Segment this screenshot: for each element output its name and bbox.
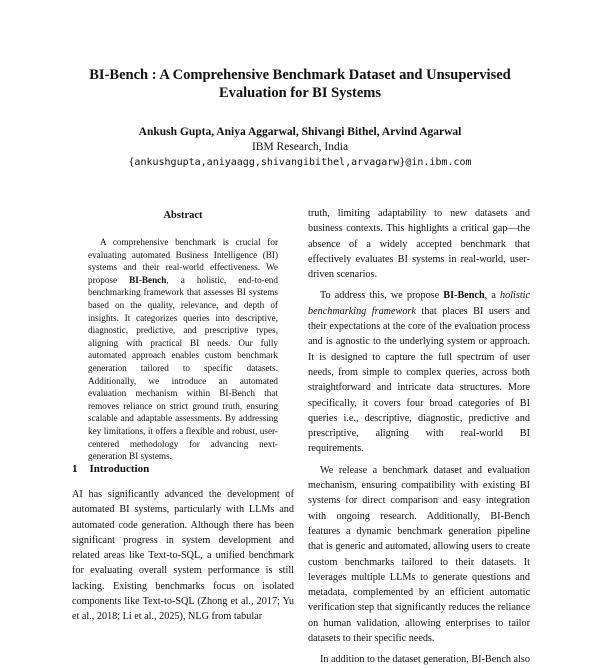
paragraph-4: In addition to the dataset generation, BI-Bench also <box>320 654 530 666</box>
abstract-bold-term: BI-Bench <box>129 274 167 285</box>
abstract-body <box>88 236 278 463</box>
author-list: Ankush Gupta, Aniya Aggarwal, Shivangi Bithel, Arvind Agarwal <box>138 126 462 138</box>
introduction-paragraph: AI has significantly advanced the development of automated BI systems, particularly with LLMs and automated code generation. Although there has been significant progress in system development and related areas like Text-to-SQL, a unified benchmark for evaluating overall system performance is still lacking. Existing benchmarks focus on isolated components like Text-to-SQL (Zhong et al., 2017; Yu et al., 2018; Li et al., 2025), NLG from tabular <box>72 489 294 623</box>
section-heading-introduction <box>72 463 292 475</box>
paragraph-3: We release a benchmark dataset and evaluation mechanism, ensuring compatibility with existing BI systems for direct comparison and easy integration with ongoing research. Additionally, BI-Bench features a dynamic benchmark generation pipeline that is generic and automated, allowing users to create custom benchmarks tailored to their datasets. It leverages multiple LLMs to generate questions and metadata, complemented by an efficient automatic verification step that significantly reduces the reliance on human validation, allowing enterprises to tailor datasets to their specific needs. <box>308 464 530 645</box>
abstract-text-end: , a holistic, end-to-end benchmarking framework that assesses BI systems based on the quality, relevance, and depth of insights. It categorizes queries into descriptive, diagnostic, predictive, and prescriptive types, aligning with practical BI needs. Our fully automated approach enables custom benchmark generation tailored to specific datasets. Additionally, we introduce an automated evaluation mechanism within BI-Bench that removes reliance on strict ground truth, ensuring scalable and adaptable assessments. By addressing key limitations, it offers a flexible and robust, user-centered methodology for advancing next-generation BI systems. <box>88 274 278 462</box>
p2-bold-term: BI-Bench <box>443 290 485 302</box>
author-emails: {ankushgupta,aniyaagg,shivangibithel,arvagarw}@in.ibm.com <box>128 157 472 168</box>
abstract-text-start: A comprehensive benchmark is crucial for evaluating automated Business Intelligence (BI) systems and their real-world effectiveness. We propose <box>88 237 278 285</box>
p2-mid: , a <box>484 290 500 302</box>
affiliation: IBM Research, India <box>251 141 349 153</box>
paper-title: BI-Bench : A Comprehensive Benchmark Dataset and Unsupervised Evaluation for BI Systems <box>89 67 511 101</box>
p2-end: that places BI users and their expectations at the core of the evaluation process and is agnostic to the underlying system or approach. It is designed to capture the full spectrum of user needs, from simple to complex queries, across both straightforward and intricate data structures. More specifically, it covers four broad categories of BI queries i.e., descriptive, diagnostic, predictive and prescriptive, aligning with real-world BI requirements. <box>308 305 530 455</box>
right-column <box>308 206 530 668</box>
section-title: Introduction <box>89 463 150 475</box>
section-number: 1 <box>72 463 78 475</box>
paragraph-1: truth, limiting adaptability to new datasets and business contexts. This highlights a critical gap—the absence of a widely accepted benchmark that effectively evaluates BI systems in real-world, user-driven scenarios. <box>308 208 530 281</box>
p2-start: To address this, we propose <box>320 290 444 302</box>
abstract-heading: Abstract <box>163 210 203 221</box>
p2-italic-term: holistic benchmarking framework <box>308 290 530 317</box>
paragraph-2 <box>308 288 530 456</box>
